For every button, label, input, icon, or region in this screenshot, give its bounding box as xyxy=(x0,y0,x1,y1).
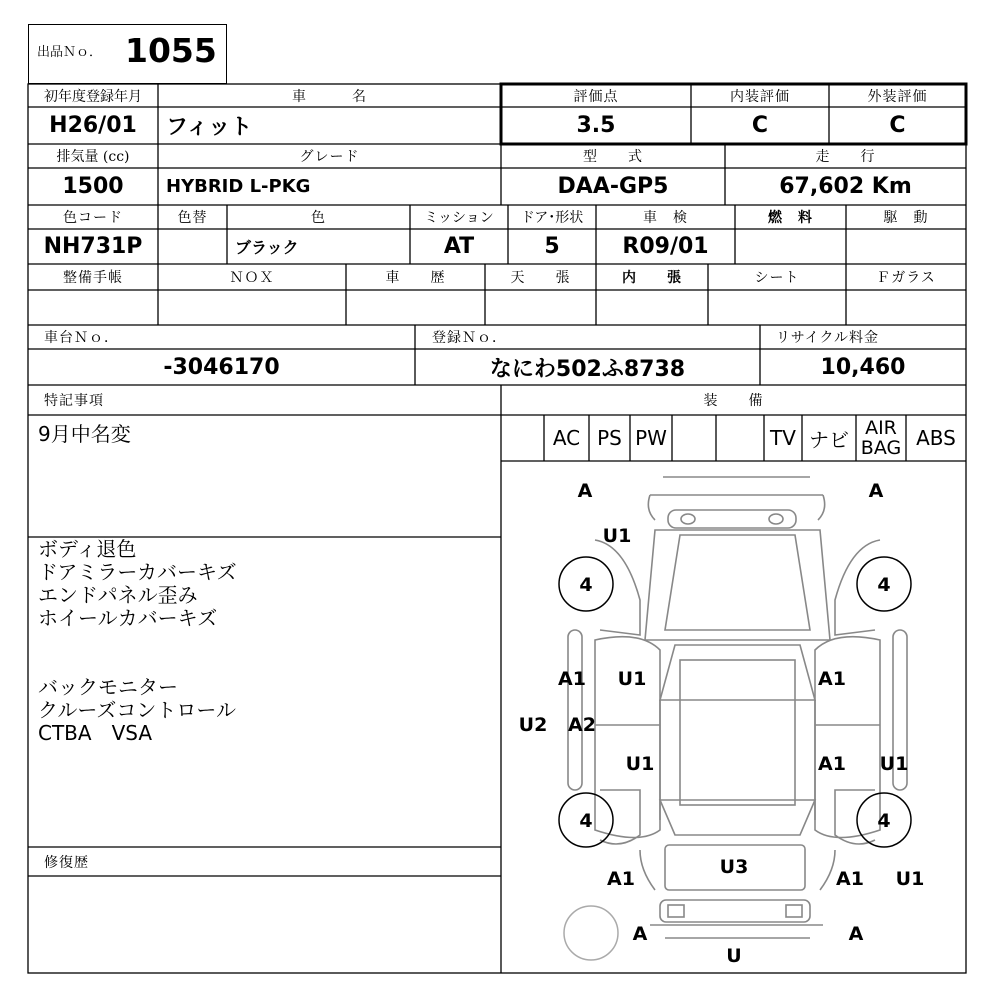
damage-mark: A1 xyxy=(607,868,635,890)
recycle-value: 10,460 xyxy=(820,354,906,380)
damage-mark: 4 xyxy=(579,574,593,596)
damage-mark: A xyxy=(632,923,648,945)
damage-mark: U3 xyxy=(719,856,749,878)
grade-label: グレード xyxy=(299,149,360,165)
mileage-label: 走 行 xyxy=(815,149,876,165)
damage-mark: 4 xyxy=(579,810,593,832)
displacement-label: 排気量 (cc) xyxy=(56,149,130,165)
inspection-label: 車 検 xyxy=(643,210,688,226)
damage-mark: A xyxy=(577,480,593,502)
damage-mark: A1 xyxy=(818,753,846,775)
transmission-value: AT xyxy=(443,234,475,259)
lot-number: 1055 xyxy=(125,31,217,70)
service-book-label: 整備手帳 xyxy=(63,270,123,286)
interior-value: C xyxy=(751,113,769,138)
equipment-label: 装 備 xyxy=(703,393,764,409)
equipment-ac: AC xyxy=(552,426,581,450)
displacement-value: 1500 xyxy=(62,174,124,199)
equipment-airbag: AIR BAG xyxy=(860,417,902,459)
door-label: ドア･形状 xyxy=(520,210,584,226)
front-glass-label: Ｆガラス xyxy=(876,270,936,286)
notes-top: 9月中名変 xyxy=(38,422,131,446)
interior-label: 内装評価 xyxy=(730,88,790,105)
lot-label: 出品Ｎｏ． xyxy=(37,45,103,60)
seat-label: シート xyxy=(754,270,800,286)
equipment-abs: ABS xyxy=(916,426,956,450)
damage-mark: U xyxy=(726,945,742,967)
equipment-ps: PS xyxy=(597,426,622,450)
damage-mark: U1 xyxy=(602,525,632,547)
exterior-value: C xyxy=(889,113,906,138)
score-value: 3.5 xyxy=(576,113,616,138)
damage-mark: U1 xyxy=(895,868,925,890)
damage-mark: A2 xyxy=(568,714,596,736)
door-value: 5 xyxy=(544,234,560,259)
equipment-pw: PW xyxy=(635,426,667,450)
grade-value: HYBRID L-PKG xyxy=(166,176,311,197)
equipment-navi: ナビ xyxy=(809,427,849,452)
equipment-tv: TV xyxy=(770,426,796,450)
score-label: 評価点 xyxy=(573,88,619,105)
notes-bottom: ボディ退色 ドアミラーカバーキズ エンドパネル歪み ホイールカバーキズ バックモニター クルーズコントロール CTBA VSA xyxy=(38,537,237,745)
damage-mark: A1 xyxy=(836,868,864,890)
first-registration-value: H26/01 xyxy=(49,113,137,138)
first-registration-label: 初年度登録年月 xyxy=(44,88,142,105)
exterior-label: 外装評価 xyxy=(867,88,928,105)
damage-mark: A1 xyxy=(818,668,846,690)
drive-label: 駆 動 xyxy=(883,210,929,226)
car-name-value: フィット xyxy=(166,115,253,140)
color-value: ブラック xyxy=(235,238,299,257)
chassis-value: -3046170 xyxy=(163,354,280,380)
damage-mark: U1 xyxy=(625,753,655,775)
chassis-label: 車台Ｎｏ． xyxy=(44,330,119,346)
repaint-label: 色替 xyxy=(177,210,208,226)
damage-mark: 4 xyxy=(877,574,891,596)
damage-mark: U1 xyxy=(617,668,647,690)
damage-mark: A1 xyxy=(558,668,586,690)
notes-label: 特記事項 xyxy=(44,393,104,409)
repair-label: 修復歴 xyxy=(44,854,89,871)
trim-label: 内 張 xyxy=(622,270,682,286)
plate-label: 登録Ｎｏ． xyxy=(432,330,507,346)
spare-tire-icon xyxy=(564,906,618,960)
color-label: 色 xyxy=(311,210,326,226)
mileage-value: 67,602 Km xyxy=(779,174,912,199)
damage-mark: A xyxy=(868,480,884,502)
damage-mark: U1 xyxy=(879,753,909,775)
color-code-value: NH731P xyxy=(43,234,143,259)
history-label: 車 歴 xyxy=(385,270,446,286)
car-name-label: 車 名 xyxy=(292,88,367,105)
nox-label: ＮＯＸ xyxy=(229,270,275,286)
damage-mark: U2 xyxy=(518,714,548,736)
plate-value: なにわ502ふ8738 xyxy=(489,356,686,382)
headliner-label: 天 張 xyxy=(510,270,571,286)
fuel-label: 燃 料 xyxy=(768,210,813,226)
model-code-label: 型 式 xyxy=(583,149,643,165)
damage-mark: A xyxy=(848,923,864,945)
transmission-label: ミッション xyxy=(424,210,494,226)
model-code-value: DAA-GP5 xyxy=(557,174,669,199)
damage-mark: 4 xyxy=(877,810,891,832)
color-code-label: 色コード xyxy=(63,210,123,226)
inspection-value: R09/01 xyxy=(622,234,709,259)
recycle-label: リサイクル料金 xyxy=(776,330,880,346)
